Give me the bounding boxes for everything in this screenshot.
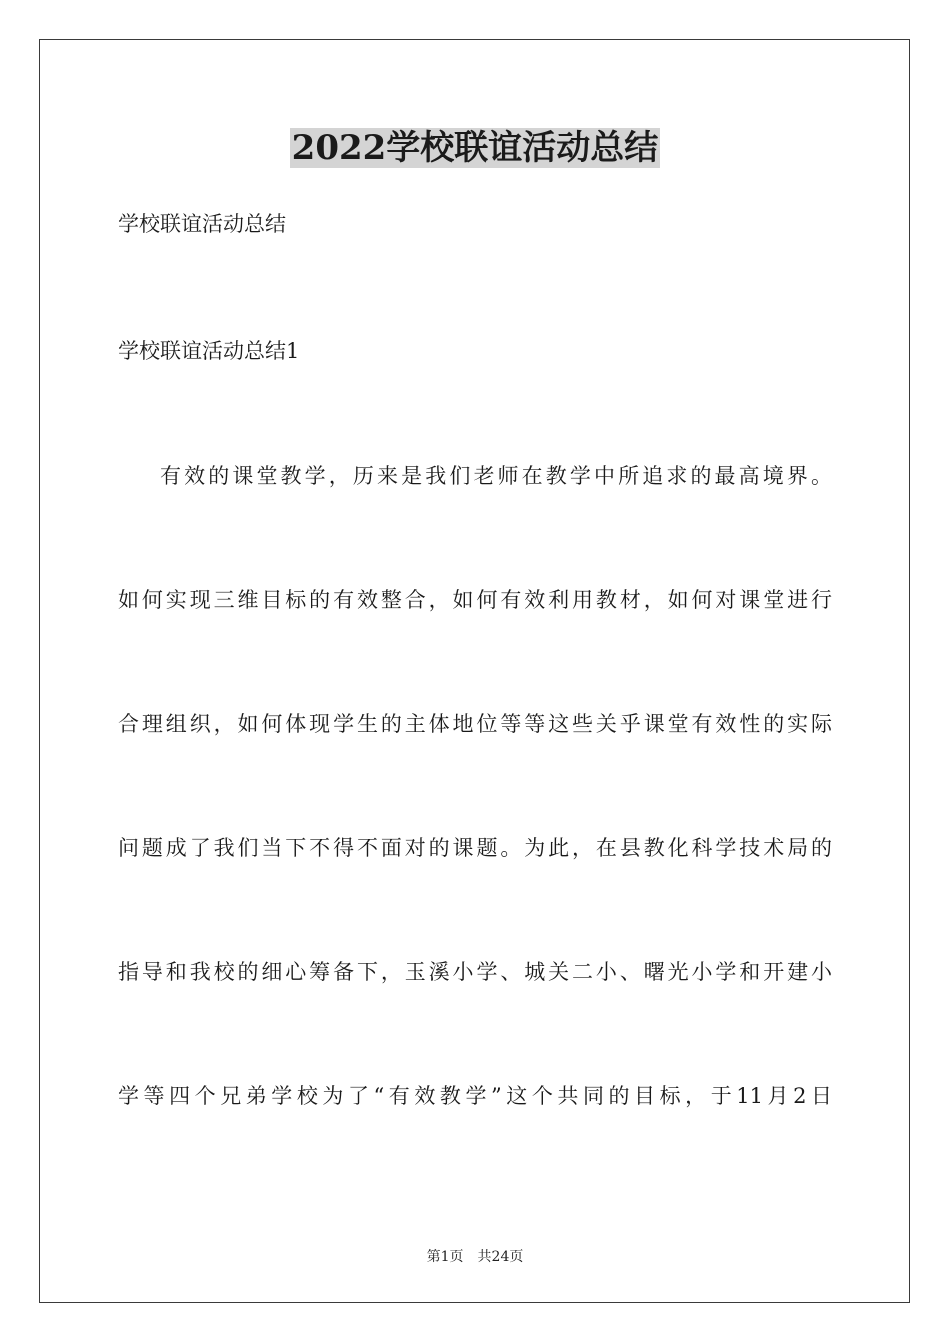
- page-total: 共24页: [477, 1249, 524, 1265]
- paragraph-line: 指导和我校的细心筹备下，玉溪小学、城关二小、曙光小学和开建小: [118, 960, 832, 984]
- paragraph-line: 问题成了我们当下不得不面对的课题。为此，在县教化科学技术局的: [118, 836, 832, 860]
- paragraph-line: 学等四个兄弟学校为了“有效教学”这个共同的目标，于11月2日: [118, 1084, 832, 1108]
- paragraph-line: 合理组织，如何体现学生的主体地位等等这些关乎课堂有效性的实际: [118, 712, 832, 736]
- document-title: [0, 126, 950, 170]
- paragraph-line: 有效的课堂教学，历来是我们老师在教学中所追求的最高境界。: [160, 464, 832, 488]
- document-title-text: 2022学校联谊活动总结: [291, 128, 659, 168]
- paragraph-line: 如何实现三维目标的有效整合，如何有效利用教材，如何对课堂进行: [118, 588, 832, 612]
- page-footer: [0, 1247, 950, 1267]
- document-subtitle: 学校联谊活动总结: [118, 212, 286, 236]
- section-heading: 学校联谊活动总结1: [118, 339, 300, 363]
- page-number: 第1页: [426, 1249, 464, 1265]
